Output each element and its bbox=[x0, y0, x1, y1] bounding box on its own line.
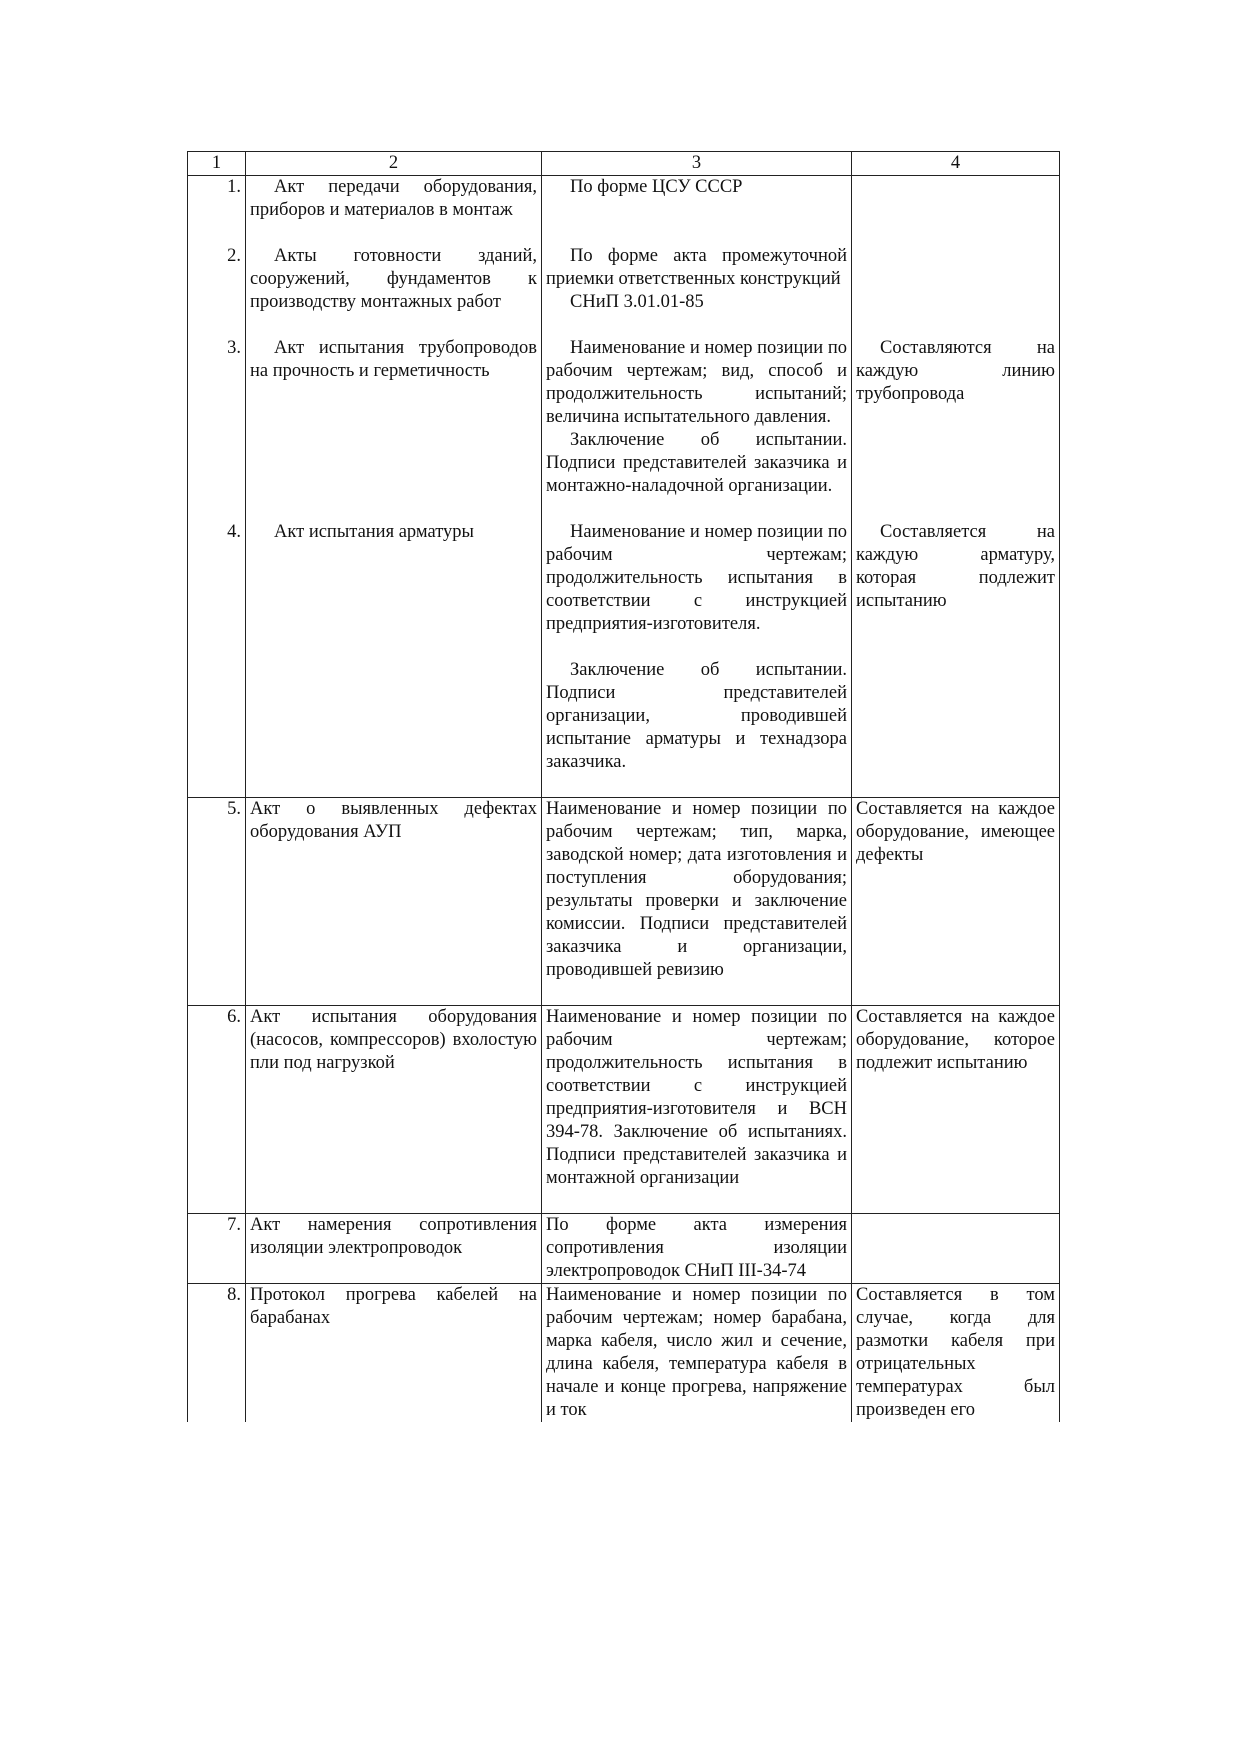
document-name: Акты готовности зданий, сооружений, фундаментов к производству монтажных работ bbox=[250, 246, 537, 312]
table-row bbox=[188, 798, 1060, 1006]
table-row bbox=[188, 245, 1060, 337]
note-text: Составляется на каждое оборудование, которое подлежит испытанию bbox=[856, 1007, 1055, 1073]
content-text: СНиП 3.01.01-85 bbox=[570, 292, 704, 312]
document-name: Акт передачи оборудования, приборов и материалов в монтаж bbox=[250, 177, 537, 220]
document-name-cell bbox=[246, 176, 542, 246]
header-cell-3: 3 bbox=[542, 152, 852, 176]
document-name: Акт испытания арматуры bbox=[274, 522, 474, 542]
acts-table bbox=[187, 151, 1060, 1422]
content-cell bbox=[542, 1006, 852, 1214]
table-header-row bbox=[188, 152, 1060, 176]
table-row bbox=[188, 176, 1060, 246]
row-number: 4. bbox=[188, 521, 246, 798]
content-text: Заключение об испытании. Подписи представителей заказчика и монтажно-наладочной организации. bbox=[546, 430, 847, 496]
table-row bbox=[188, 1284, 1060, 1423]
row-number: 8. bbox=[188, 1284, 246, 1423]
content-text: Наименование и номер позиции по рабочим чертежам; продолжительность испытания в соответствии с инструкцией предприятия-изготовителя. bbox=[546, 522, 847, 634]
note-cell bbox=[852, 245, 1060, 337]
note-cell bbox=[852, 1284, 1060, 1423]
row-number: 1. bbox=[188, 176, 246, 246]
table-row bbox=[188, 1006, 1060, 1214]
content-text: По форме акта измерения сопротивления изоляции электропроводок СНиП III-34-74 bbox=[546, 1215, 847, 1281]
note-cell bbox=[852, 521, 1060, 798]
content-text: Наименование и номер позиции по рабочим чертежам; продолжительность испытания в соответствии с инструкцией предприятия-изготовителя и ВСН 394-78. Заключение об испытаниях. Подписи представителей заказчика и монтажной организации bbox=[546, 1007, 847, 1188]
note-cell bbox=[852, 176, 1060, 246]
document-name-cell bbox=[246, 1284, 542, 1423]
note-text: Составляются на каждую линию трубопровода bbox=[856, 338, 1055, 404]
note-cell bbox=[852, 798, 1060, 1006]
content-cell bbox=[542, 176, 852, 246]
note-text: Составляется в том случае, когда для размотки кабеля при отрицательных температурах был произведен его bbox=[856, 1285, 1055, 1420]
document-name: Акт испытания оборудования (насосов, компрессоров) вхолостую пли под нагрузкой bbox=[250, 1007, 537, 1073]
document-name: Акт о выявленных дефектах оборудования АУП bbox=[250, 799, 537, 842]
note-text: Составляется на каждое оборудование, имеющее дефекты bbox=[856, 799, 1055, 865]
header-cell-4: 4 bbox=[852, 152, 1060, 176]
document-name-cell bbox=[246, 521, 542, 798]
table-row bbox=[188, 521, 1060, 798]
row-number: 5. bbox=[188, 798, 246, 1006]
header-cell-1: 1 bbox=[188, 152, 246, 176]
document-name-cell bbox=[246, 1006, 542, 1214]
note-cell bbox=[852, 1006, 1060, 1214]
row-number: 6. bbox=[188, 1006, 246, 1214]
content-text: По форме ЦСУ СССР bbox=[570, 177, 743, 197]
document-name: Акт испытания трубопроводов на прочность и герметичность bbox=[250, 338, 537, 381]
note-cell bbox=[852, 337, 1060, 521]
table-row bbox=[188, 1214, 1060, 1284]
content-text: Наименование и номер позиции по рабочим чертежам; вид, способ и продолжительность испытаний; величина испытательного давления. bbox=[546, 338, 847, 427]
content-cell bbox=[542, 798, 852, 1006]
note-cell bbox=[852, 1214, 1060, 1284]
header-cell-2: 2 bbox=[246, 152, 542, 176]
content-text: Заключение об испытании. Подписи представителей организации, проводившей испытание арматуры и технадзора заказчика. bbox=[546, 660, 847, 772]
content-text: По форме акта промежуточной приемки ответственных конструкций bbox=[546, 246, 847, 289]
row-number: 7. bbox=[188, 1214, 246, 1284]
content-cell bbox=[542, 337, 852, 521]
content-text: Наименование и номер позиции по рабочим чертежам; номер барабана, марка кабеля, число жил и сечение, длина кабеля, температура кабеля в начале и конце прогрева, напряжение и ток bbox=[546, 1285, 847, 1420]
document-name-cell bbox=[246, 337, 542, 521]
table-row bbox=[188, 337, 1060, 521]
content-cell bbox=[542, 1284, 852, 1423]
document-name-cell bbox=[246, 798, 542, 1006]
content-cell bbox=[542, 1214, 852, 1284]
document-name-cell bbox=[246, 1214, 542, 1284]
content-cell bbox=[542, 521, 852, 798]
row-number: 3. bbox=[188, 337, 246, 521]
content-text: Наименование и номер позиции по рабочим чертежам; тип, марка, заводской номер; дата изготовления и поступления оборудования; результаты проверки и заключение комиссии. Подписи представителей заказчика и организации, проводившей ревизию bbox=[546, 799, 847, 980]
document-name-cell bbox=[246, 245, 542, 337]
document-name: Акт намерения сопротивления изоляции электропроводок bbox=[250, 1215, 537, 1258]
row-number: 2. bbox=[188, 245, 246, 337]
content-cell bbox=[542, 245, 852, 337]
note-text: Составляется на каждую арматуру, которая подлежит испытанию bbox=[856, 522, 1055, 611]
document-name: Протокол прогрева кабелей на барабанах bbox=[250, 1285, 537, 1328]
